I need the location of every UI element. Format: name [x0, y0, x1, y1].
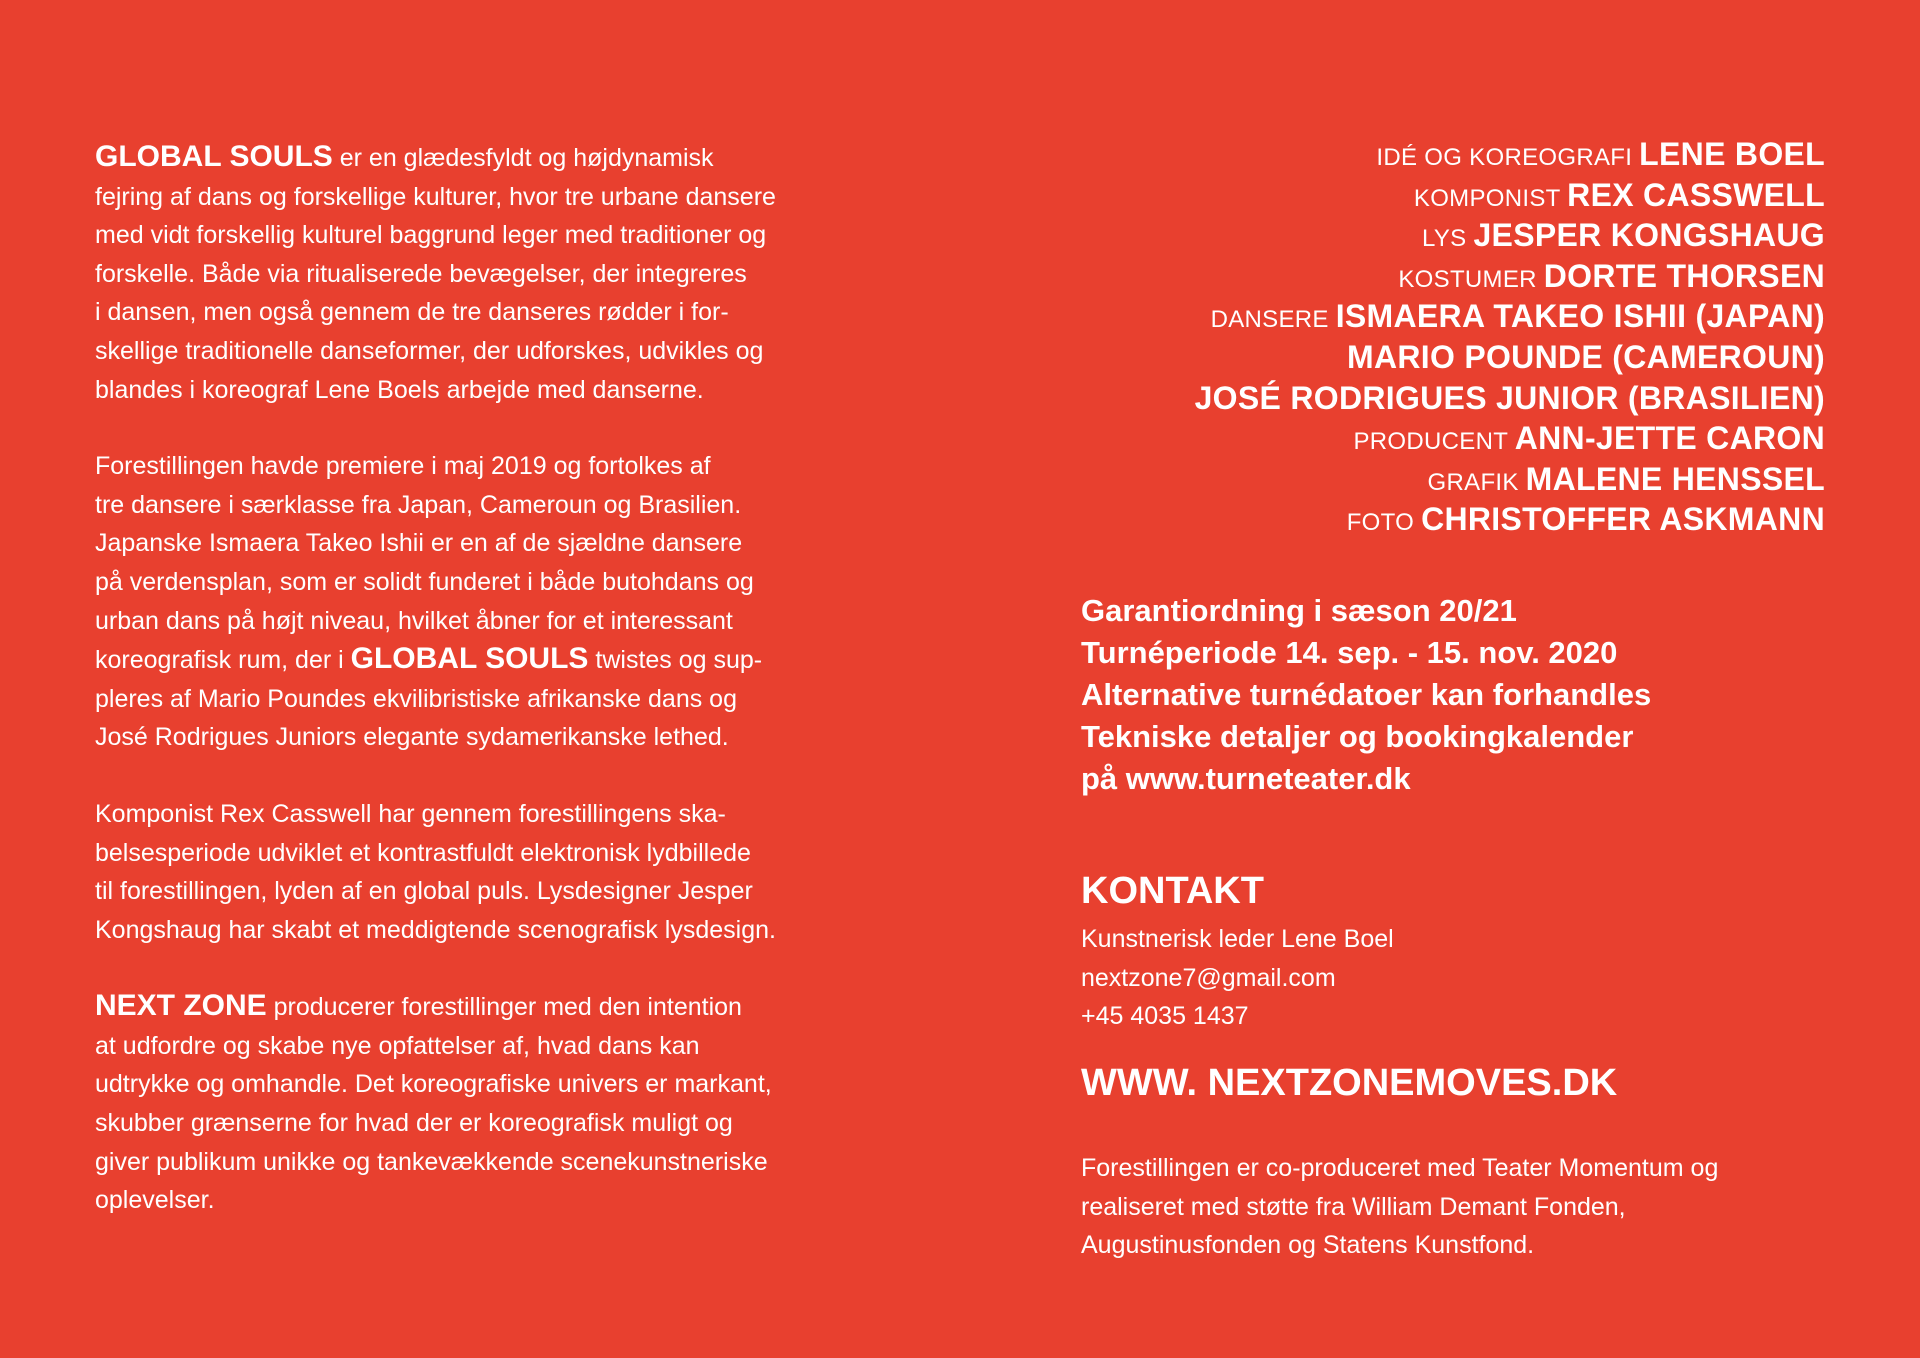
title-global-souls: GLOBAL SOULS [95, 140, 333, 173]
paragraph-intro: GLOBAL SOULS er en glædesfyldt og højdynamisk fejring af dans og forskellige kulturer, hvor tre urbane dansere med vidt forskellig kulturel baggrund leger med traditioner og forskelle. Både via ritualiserede bevægelser, der integreres i dansen, men også gennem de tre danseres rødder i for- skellige traditionelle danseformer, der udforskes, udvikles og blandes i koreograf Lene Boels arbejde med danserne. [95, 140, 776, 404]
technical-details: Tekniske detaljer og bookingkalender [1081, 719, 1634, 754]
season-guarantee: Garantiordning i sæson 20/21 [1081, 593, 1517, 628]
coproduction-note: Forestillingen er co-produceret med Teater Momentum og realiseret med støtte fra William Demant Fonden, Augustinusfonden og Statens Kunstfond. [1081, 1154, 1719, 1260]
credit-line: GRAFIK MALENE HENSSEL [1427, 460, 1825, 497]
credit-line: KOMPONIST REX CASSWELL [1413, 176, 1825, 213]
credit-line: LYS JESPER KONGSHAUG [1422, 217, 1825, 254]
website-link[interactable]: WWW. NEXTZONEMOVES.DK [1081, 1062, 1618, 1104]
paragraph-composer: Komponist Rex Casswell har gennem forestillingens ska- belsesperiode udviklet et kontrastfuldt elektronisk lydbillede til forestillingen, lyden af en global puls. Lysdesigner Jesper Kongshaug har skabt et meddigtende scenografisk lysdesign. [95, 799, 776, 944]
inline-global-souls: GLOBAL SOULS [350, 642, 589, 676]
credits-list [925, 134, 1825, 540]
contact-leader: Kunstnerisk leder Lene Boel [1081, 925, 1394, 953]
credit-line: MARIO POUNDE (CAMEROUN) [1347, 338, 1825, 375]
contact-heading: KONTAKT [1081, 870, 1264, 912]
contact-phone[interactable]: +45 4035 1437 [1081, 1002, 1249, 1031]
booking-link[interactable]: på www.turneteater.dk [1081, 761, 1411, 796]
paragraph-next-zone: NEXT ZONE producerer forestillinger med den intention at udfordre og skabe nye opfattelser af, hvad dans kan udtrykke og omhandle. Det koreografiske univers er markant, skubber grænserne for hvad der er koreografisk muligt og giver publikum unikke og tankevækkende scenekunstneriske oplevelser. [95, 989, 772, 1215]
credit-line: DANSERE ISMAERA TAKEO ISHII (JAPAN) [1210, 298, 1825, 335]
tour-period: Turnéperiode 14. sep. - 15. nov. 2020 [1081, 635, 1618, 670]
contact-email[interactable]: nextzone7@gmail.com [1081, 963, 1336, 992]
alternative-dates: Alternative turnédatoer kan forhandles [1081, 677, 1652, 712]
credit-line: KOSTUMER DORTE THORSEN [1398, 257, 1825, 294]
credit-line: JOSÉ RODRIGUES JUNIOR (BRASILIEN) [1194, 379, 1825, 416]
credit-line: PRODUCENT ANN-JETTE CARON [1353, 420, 1825, 457]
credit-line: FOTO CHRISTOFFER ASKMANN [1346, 501, 1825, 538]
paragraph-premiere: Forestillingen havde premiere i maj 2019 og fortolkes af tre dansere i særklasse fra Japan, Cameroun og Brasilien. Japanske Ismaera Takeo Ishii er en af de sjældne dansere på verdensplan, som er solidt funderet i både butohdans og urban dans på højt niveau, hvilket åbner for et interessant koreografisk rum, der i GLOBAL SOULS twistes og sup- pleres af Mario Poundes ekvilibristiske afrikanske dans og José Rodrigues Juniors elegante sydamerikanske lethed. [95, 452, 763, 752]
tour-info [1081, 590, 1841, 800]
company-next-zone: NEXT ZONE [95, 989, 267, 1023]
contact-block [1081, 866, 1841, 1036]
description-column [95, 138, 855, 1258]
credit-line: IDÉ OG KOREOGRAFI LENE BOEL [1376, 136, 1825, 172]
